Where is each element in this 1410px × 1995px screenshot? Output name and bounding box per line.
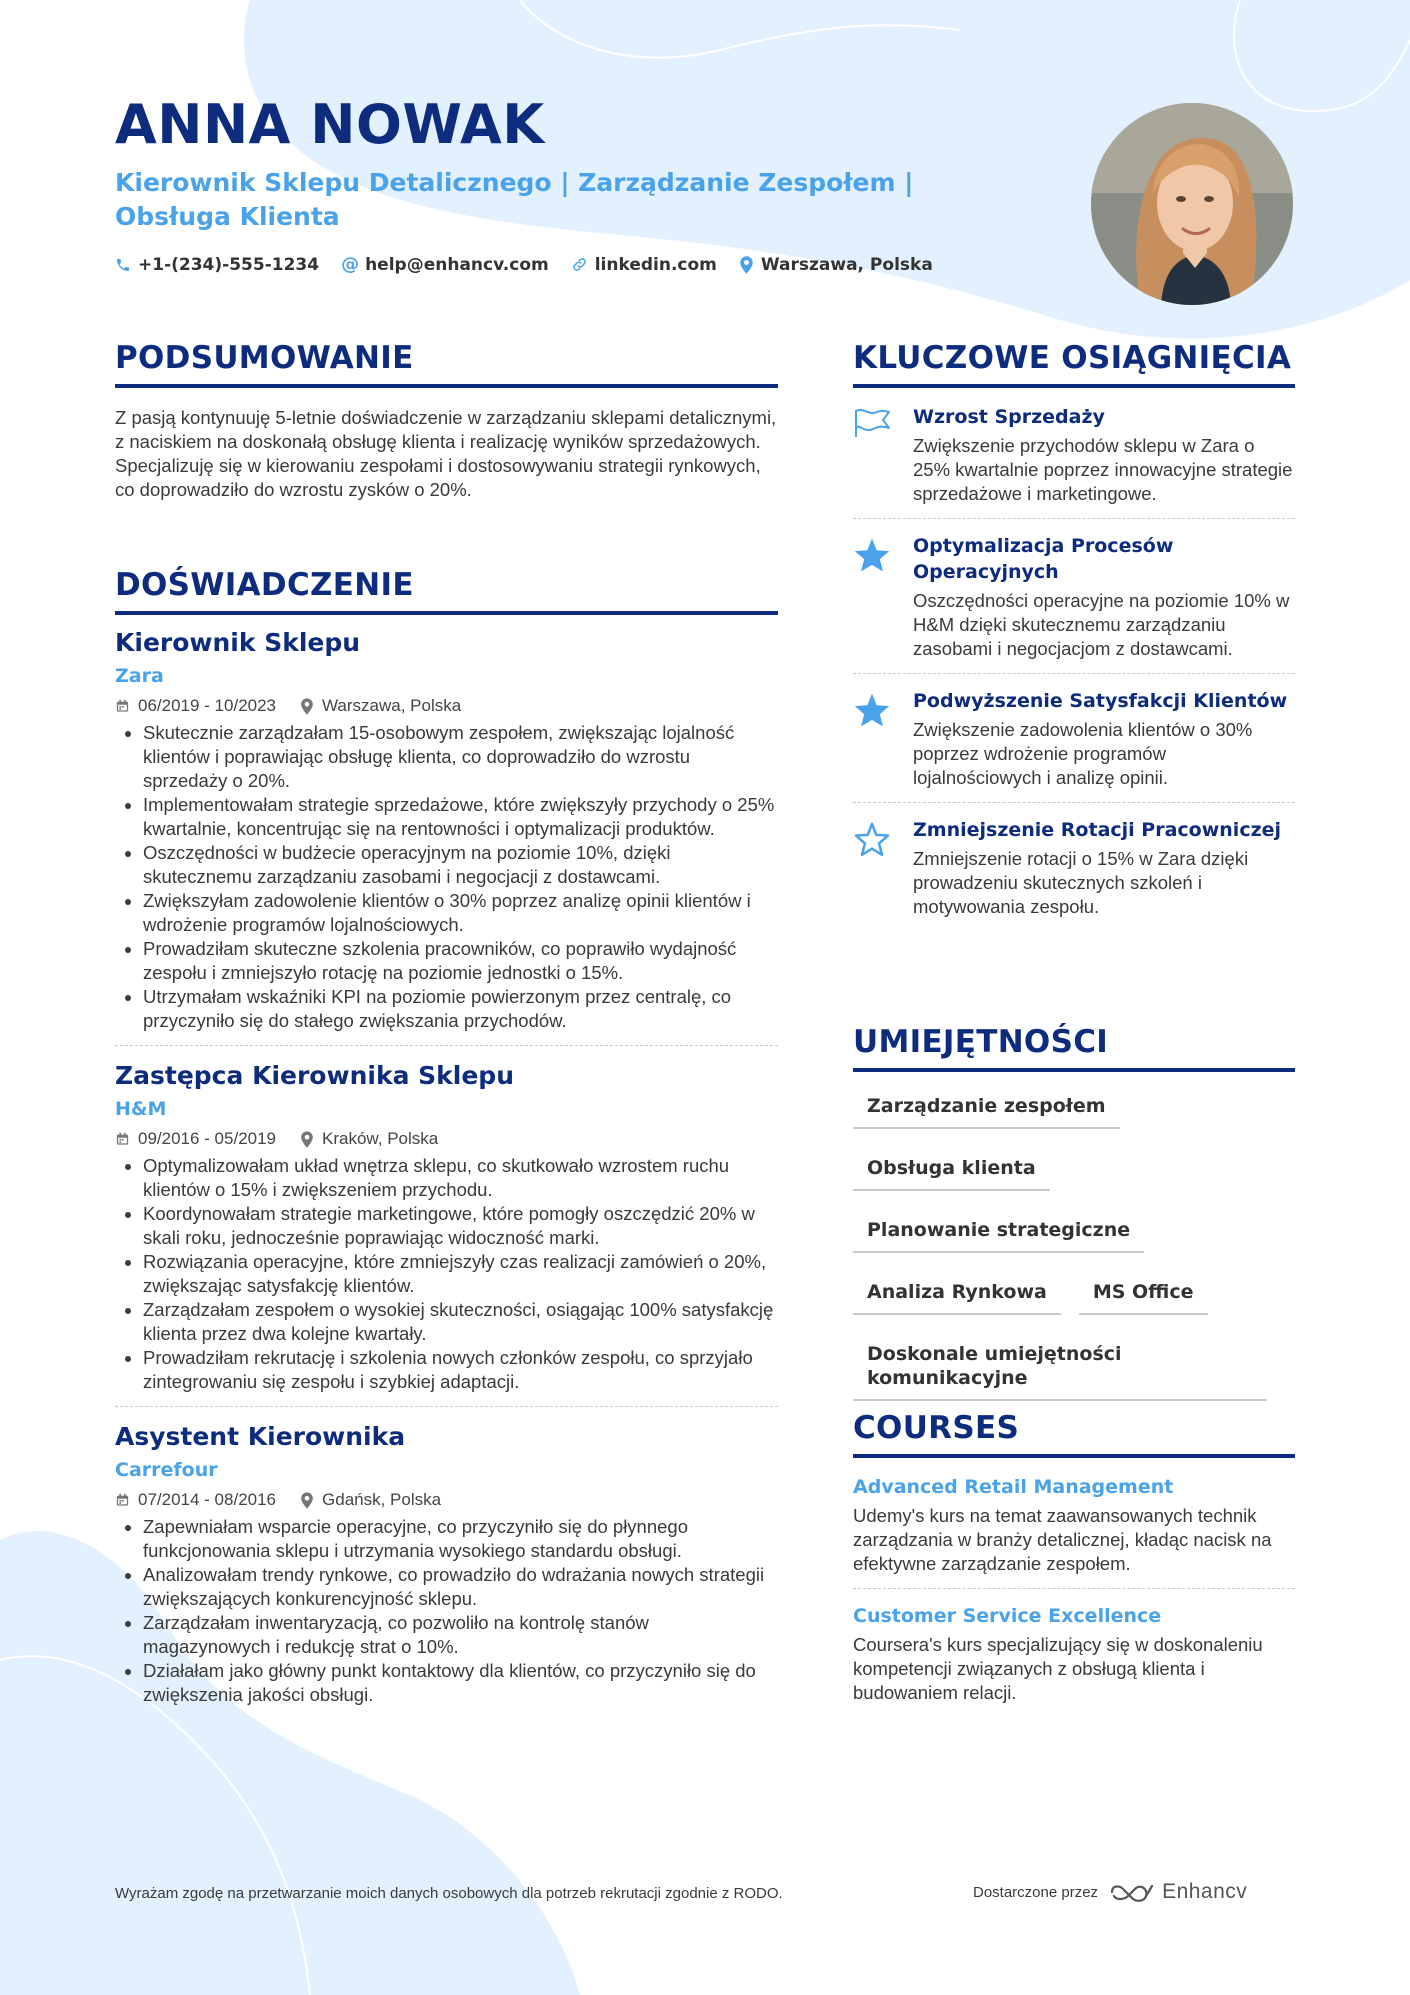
email-text: help@enhancv.com: [365, 254, 549, 275]
course-title: Advanced Retail Management: [853, 1476, 1174, 1498]
experience-title: DOŚWIADCZENIE: [115, 570, 778, 615]
location-text: Warszawa, Polska: [760, 254, 933, 275]
job-title: Asystent Kierownika: [115, 1422, 406, 1451]
achievement-title: Optymalizacja Procesów Operacyjnych: [913, 535, 1174, 583]
contact-linkedin[interactable]: [571, 255, 717, 275]
achievements-section: [853, 340, 1295, 919]
contact-location: [739, 255, 933, 275]
skills-list: [853, 1086, 1295, 1420]
job-bullets: [115, 1154, 778, 1394]
courses-section: [853, 1410, 1295, 1705]
location-pin-icon: [739, 256, 754, 274]
achievement-item: [853, 688, 1295, 790]
skill-tag: Analiza Rynkowa: [853, 1272, 1061, 1315]
phone-icon: [115, 257, 131, 273]
course-desc: Coursera's kurs specjalizujący się w doskonaleniu kompetencji związanych z obsługą klienta i budowaniem relacji.: [853, 1634, 1263, 1703]
summary-section: [115, 340, 778, 502]
divider: [853, 1588, 1295, 1589]
course-item: [853, 1603, 1295, 1705]
skill-tag: MS Office: [1079, 1272, 1208, 1315]
contact-phone[interactable]: [115, 255, 319, 275]
job-location: Gdańsk, Polska: [322, 1490, 442, 1509]
headline: Kierownik Sklepu Detalicznego | Zarządzanie Zespołem | Obsługa Klienta: [115, 168, 914, 231]
job-bullet: • Implementowałam strategie sprzedażowe, które zwiększyły przychody o 25% kwartalnie, koncentrując się na rentowności i optymalizacji produktów.: [143, 793, 778, 841]
achievement-item: [853, 404, 1295, 506]
course-title: Customer Service Excellence: [853, 1605, 1162, 1627]
at-icon: @: [341, 254, 360, 275]
achievement-desc: Zwiększenie przychodów sklepu w Zara o 25% kwartalnie poprzez innowacyjne strategie sprzedażowe i marketingowe.: [913, 435, 1293, 504]
job-entry: [115, 627, 778, 1033]
divider: [115, 1406, 778, 1407]
flag-icon: [853, 408, 891, 438]
course-desc: Udemy's kurs na temat zaawansowanych technik zarządzania w branży detalicznej, kładąc nacisk na efektywne zarządzanie zespołem.: [853, 1505, 1272, 1574]
calendar-icon: [115, 698, 130, 714]
job-title: Kierownik Sklepu: [115, 628, 361, 657]
job-bullet: • Prowadziłam skuteczne szkolenia pracowników, co poprawiło wydajność zespołu i zmniejszyło rotację na poziomie jednostki o 15%.: [143, 937, 778, 985]
job-bullets: [115, 721, 778, 1033]
profile-photo: [1091, 103, 1293, 305]
job-bullet: • Utrzymałam wskaźniki KPI na poziomie powierzonym przez centralę, co przyczyniło się do stałego zwiększania przychodów.: [143, 985, 778, 1033]
job-bullet: • Optymalizowałam układ wnętrza sklepu, co skutkowało wzrostem ruchu klientów o 15% i zwiększeniem przychodu.: [143, 1154, 778, 1202]
job-bullet: • Analizowałam trendy rynkowe, co prowadziło do wdrażania nowych strategii zwiększających konkurencyjność sklepu.: [143, 1563, 778, 1611]
achievement-title: Wzrost Sprzedaży: [913, 406, 1105, 428]
location-pin-icon: [300, 1492, 314, 1509]
job-title: Zastępca Kierownika Sklepu: [115, 1061, 514, 1090]
experience-section: [115, 567, 778, 1707]
job-bullet: • Zapewniałam wsparcie operacyjne, co przyczyniło się do płynnego funkcjonowania sklepu i utrzymania wysokiego standardu obsługi.: [143, 1515, 778, 1563]
job-dates: 06/2019 - 10/2023: [138, 696, 277, 715]
company-name: H&M: [115, 1098, 167, 1120]
phone-text: +1-(234)-555-1234: [138, 254, 320, 275]
contact-email[interactable]: [341, 254, 549, 275]
gdpr-consent: Wyrażam zgodę na przetwarzanie moich danych osobowych dla potrzeb rekrutacji zgodnie z RODO.: [115, 1885, 783, 1902]
provided-by-label: Dostarczone przez: [973, 1883, 1099, 1901]
courses-title: COURSES: [853, 1413, 1295, 1458]
divider: [853, 673, 1295, 674]
job-meta: [115, 1128, 778, 1150]
skill-tag: Zarządzanie zespołem: [853, 1086, 1120, 1129]
job-dates: 09/2016 - 05/2019: [138, 1129, 277, 1148]
achievement-desc: Zwiększenie zadowolenia klientów o 30% poprzez wdrożenie programów lojalnościowych i analizę opinii.: [913, 719, 1253, 788]
candidate-name: ANNA NOWAK: [115, 93, 545, 156]
job-meta: [115, 1489, 778, 1511]
job-bullet: • Rozwiązania operacyjne, które zmniejszyły czas realizacji zamówień o 20%, zwiększając satysfakcję klientów.: [143, 1250, 778, 1298]
calendar-icon: [115, 1131, 130, 1147]
job-entry: [115, 1060, 778, 1394]
job-bullet: • Oszczędności w budżecie operacyjnym na poziomie 10%, dzięki skutecznemu zarządzaniu zasobami i negocjacji z dostawcami.: [143, 841, 778, 889]
provided-by[interactable]: [973, 1880, 1247, 1904]
job-bullet: • Skutecznie zarządzałam 15-osobowym zespołem, zwiększając lojalność klientów i poprawiając obsługę klienta, co doprowadziło do wzrostu sprzedaży o 20%.: [143, 721, 778, 793]
company-name: Carrefour: [115, 1459, 218, 1481]
star-outline-icon: [853, 821, 891, 857]
location-pin-icon: [300, 698, 314, 715]
summary-title: PODSUMOWANIE: [115, 343, 778, 388]
skill-tag: Planowanie strategiczne: [853, 1210, 1144, 1253]
link-icon: [571, 256, 588, 273]
skill-tag: Doskonale umiejętności komunikacyjne: [853, 1334, 1267, 1401]
job-dates: 07/2014 - 08/2016: [138, 1490, 277, 1509]
star-filled-icon: [853, 537, 891, 573]
achievements-title: KLUCZOWE OSIĄGNIĘCIA: [853, 343, 1295, 388]
divider: [853, 518, 1295, 519]
brand-name: Enhancv: [1162, 1880, 1248, 1903]
job-bullet: • Prowadziłam rekrutację i szkolenia nowych członków zespołu, co sprzyjało zintegrowaniu się zespołu i szybkiej adaptacji.: [143, 1346, 778, 1394]
divider: [115, 1045, 778, 1046]
achievement-item: [853, 817, 1295, 919]
calendar-icon: [115, 1492, 130, 1508]
divider: [853, 802, 1295, 803]
achievement-desc: Oszczędności operacyjne na poziomie 10% w H&M dzięki skutecznemu zarządzaniu zasobami i negocjacjom z dostawcami.: [913, 590, 1290, 659]
job-bullet: • Zarządzałam inwentaryzacją, co pozwoliło na kontrolę stanów magazynowych i redukcję strat o 10%.: [143, 1611, 778, 1659]
contact-bar: [115, 254, 955, 275]
job-bullet: • Zarządzałam zespołem o wysokiej skuteczności, osiągając 100% satysfakcję klienta przez dwa kolejne kwartały.: [143, 1298, 778, 1346]
job-meta: [115, 695, 778, 717]
job-bullets: [115, 1515, 778, 1707]
achievement-desc: Zmniejszenie rotacji o 15% w Zara dzięki prowadzeniu skutecznych szkoleń i motywowania zespołu.: [913, 848, 1249, 917]
job-bullet: • Zwiększyłam zadowolenie klientów o 30% poprzez analizę opinii klientów i wdrożenie programów lojalnościowych.: [143, 889, 778, 937]
company-name: Zara: [115, 665, 164, 687]
job-entry: [115, 1421, 778, 1707]
achievement-item: [853, 533, 1295, 661]
job-location: Warszawa, Polska: [322, 696, 462, 715]
location-pin-icon: [300, 1131, 314, 1148]
achievement-title: Podwyższenie Satysfakcji Klientów: [913, 690, 1288, 712]
star-filled-icon: [853, 692, 891, 728]
skill-tag: Obsługa klienta: [853, 1148, 1050, 1191]
job-location: Kraków, Polska: [322, 1129, 439, 1148]
job-bullet: • Działałam jako główny punkt kontaktowy dla klientów, co przyczyniło się do zwiększenia jakości obsługi.: [143, 1659, 778, 1707]
linkedin-text: linkedin.com: [594, 254, 717, 275]
skills-title: UMIEJĘTNOŚCI: [853, 1027, 1295, 1072]
summary-text: Z pasją kontynuuję 5-letnie doświadczenie w zarządzaniu sklepami detalicznymi, z naciskiem na doskonałą obsługę klienta i realizację wyników sprzedażowych. Specjalizuję się w kierowaniu zespołami i dostosowywaniu strategii rynkowych, co doprowadziło do wzrostu zysków o 20%.: [115, 407, 777, 500]
job-bullet: • Koordynowałam strategie marketingowe, które pomogły oszczędzić 20% w skali roku, jednocześnie poprawiając widoczność marki.: [143, 1202, 778, 1250]
skills-section: [853, 1024, 1295, 1420]
enhancv-logo-icon: [1108, 1880, 1156, 1904]
achievement-title: Zmniejszenie Rotacji Pracowniczej: [913, 819, 1282, 841]
course-item: [853, 1474, 1295, 1576]
